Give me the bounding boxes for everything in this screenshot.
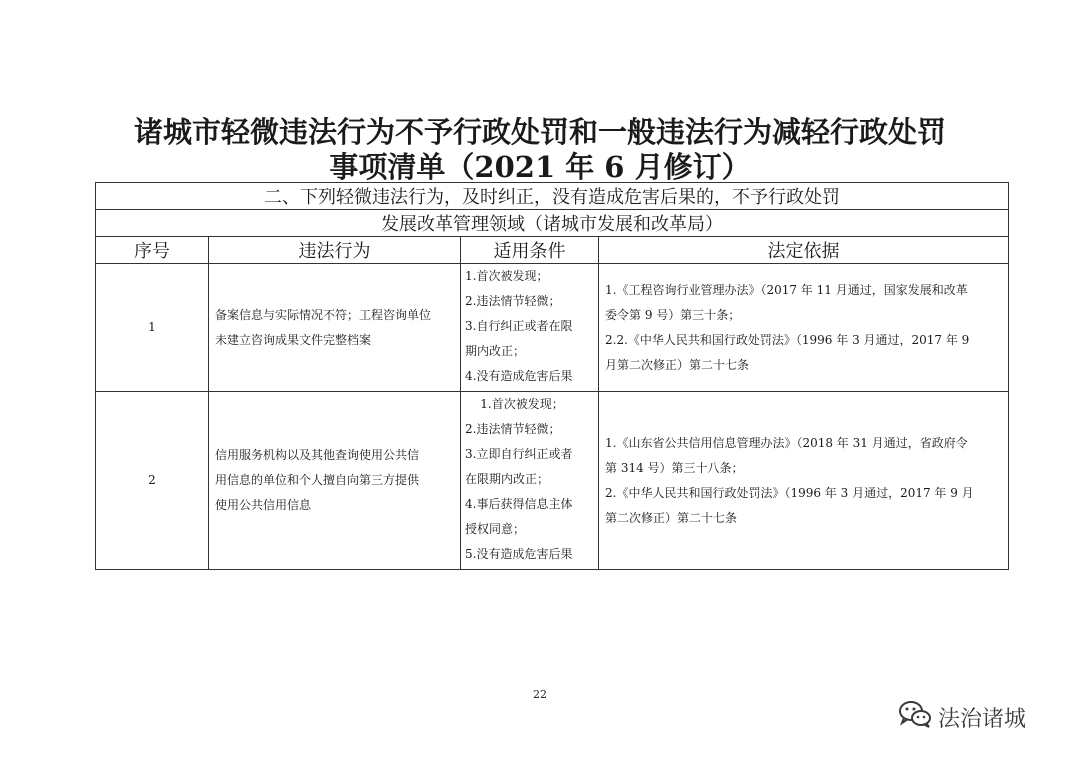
- column-header-conditions: 适用条件: [461, 237, 599, 264]
- section-heading: 二、下列轻微违法行为，及时纠正，没有造成危害后果的，不予行政处罚: [96, 183, 1009, 210]
- column-header-number: 序号: [96, 237, 209, 264]
- account-name: 法治诸城: [938, 706, 1027, 732]
- penalty-list-table: [95, 182, 1009, 570]
- legal-basis-cell: [599, 392, 1009, 570]
- condition-line: 3.自行纠正或者在限: [465, 319, 573, 333]
- basis-line: 2.2.《中华人民共和国行政处罚法》（1996 年 3 月通过，2017 年 9: [605, 332, 970, 347]
- violation-line: 使用公共信用信息: [215, 498, 312, 512]
- basis-line: 2.《中华人民共和国行政处罚法》（1996 年 3 月通过，2017 年 9 月: [605, 485, 974, 500]
- row-number: 2: [96, 392, 209, 570]
- page-number: 22: [533, 688, 547, 701]
- condition-line: 3.立即自行纠正或者: [465, 447, 573, 461]
- conditions-cell: [461, 264, 599, 392]
- condition-line: 授权同意；: [465, 522, 526, 536]
- wechat-icon: [898, 700, 938, 734]
- condition-line: 5.没有造成危害后果: [465, 547, 573, 561]
- basis-line: 1.《山东省公共信用信息管理办法》（2018 年 31 月通过，省政府令: [605, 435, 968, 450]
- basis-line: 第二次修正）第二十七条: [605, 510, 738, 525]
- legal-basis-cell: [599, 264, 1009, 392]
- basis-line: 月第二次修正）第二十七条: [605, 357, 750, 372]
- violation-cell: [209, 392, 461, 570]
- basis-line: 1.《工程咨询行业管理办法》（2017 年 11 月通过，国家发展和改革: [605, 282, 968, 297]
- conditions-cell: [461, 392, 599, 570]
- table-row: [96, 392, 1009, 570]
- column-header-violation: 违法行为: [209, 237, 461, 264]
- basis-line: 第 314 号）第三十八条；: [605, 460, 744, 475]
- basis-line: 委令第 9 号）第三十条；: [605, 307, 741, 322]
- condition-line: 4.没有造成危害后果: [465, 369, 573, 383]
- violation-line: 信用服务机构以及其他查询使用公共信: [215, 448, 420, 462]
- condition-line: 2.违法情节轻微；: [465, 294, 561, 308]
- condition-line: 1.首次被发现；: [465, 397, 564, 411]
- condition-line: 4.事后获得信息主体: [465, 497, 573, 511]
- violation-line: 未建立咨询成果文件完整档案: [215, 332, 372, 347]
- table-row: [96, 264, 1009, 392]
- condition-line: 1.首次被发现；: [465, 269, 549, 283]
- column-header-legal-basis: 法定依据: [599, 237, 1009, 264]
- violation-line: 用信息的单位和个人擅自向第三方提供: [215, 473, 420, 487]
- condition-line: 2.违法情节轻微；: [465, 422, 561, 436]
- condition-line: 期内改正；: [465, 344, 526, 358]
- violation-line: 备案信息与实际情况不符；工程咨询单位: [215, 307, 432, 322]
- row-number: 1: [96, 264, 209, 392]
- document-title-line-1: 诸城市轻微违法行为不予行政处罚和一般违法行为减轻行政处罚: [133, 115, 946, 149]
- condition-line: 在限期内改正；: [465, 472, 550, 486]
- document-title-line-2: 事项清单（2021 年 6 月修订）: [329, 150, 751, 184]
- account-watermark: [898, 700, 1026, 734]
- domain-heading: 发展改革管理领域（诸城市发展和改革局）: [96, 210, 1009, 237]
- violation-cell: [209, 264, 461, 392]
